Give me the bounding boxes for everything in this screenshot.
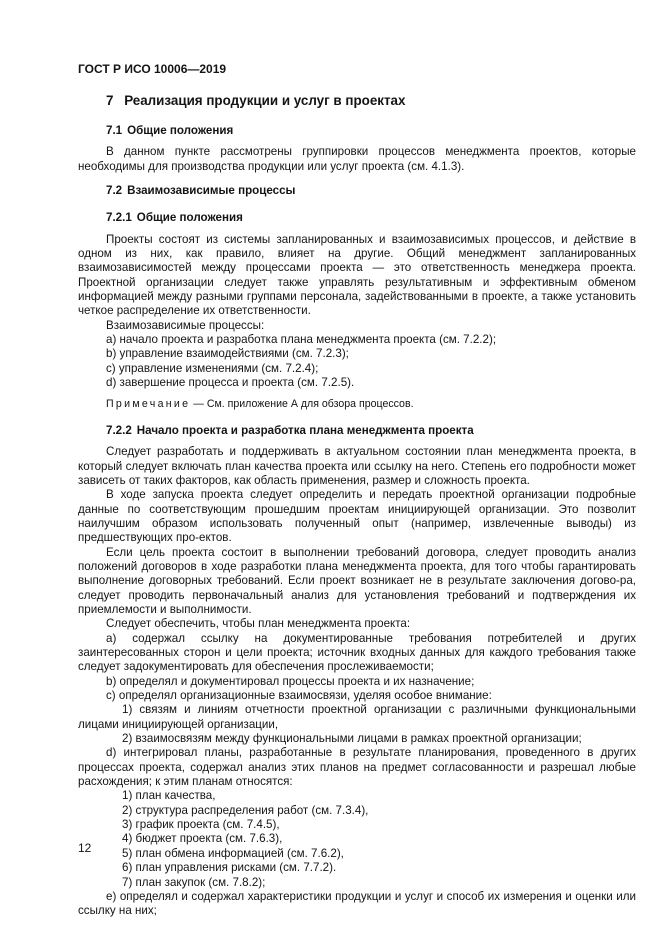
- subsection-number: 7.2.2: [106, 423, 132, 437]
- subsection-heading-7-1: [106, 124, 636, 138]
- list-item: d) интегрировал планы, разработанные в результате планирования, проведенного в других процессах проекта, содержал анализ этих планов на предмет согласованности и разрешал любые расхождения; к этим планам относятся:: [78, 746, 636, 789]
- section-number: 7: [106, 93, 114, 108]
- paragraph: В данном пункте рассмотрены группировки процессов менеджмента проектов, которые необходимы для производства продукции или услуг проекта (см. 4.1.3).: [78, 145, 636, 173]
- subsection-number: 7.1: [106, 124, 123, 137]
- paragraph: Если цель проекта состоит в выполнении требований договора, следует проводить анализ положений договоров в ходе разработки плана менеджмента проекта, для того чтобы гарантировать выполнение договорных требований. Если проект возникает не в результате заключения догово-ра, следует проводить первоначальный анализ для установления требований и подтверждения их приемлемости и выполнимости.: [78, 545, 636, 616]
- plan-item: 6) план управления рисками (см. 7.7.2).: [122, 861, 337, 875]
- paragraph: Следует разработать и поддерживать в актуальном состоянии план менеджмента проекта, в который следует включать план качества проекта или ссылку на него. Степень его подробности может зависеть от таких факторов, как область применения, размер и сложность проекта.: [78, 445, 636, 487]
- plan-item: 2) структура распределения работ (см. 7.3.4),: [122, 803, 369, 817]
- plan-item: 3) график проекта (см. 7.4.5),: [122, 818, 280, 832]
- subsection-title: Общие положения: [127, 124, 234, 137]
- section-title: Реализация продукции и услуг в проектах: [124, 93, 406, 108]
- plan-item: 4) бюджет проекта (см. 7.6.3),: [122, 832, 283, 846]
- subsection-heading-7-2-2: [106, 424, 636, 438]
- subsection-number: 7.2: [106, 184, 123, 198]
- section-heading: [106, 93, 636, 109]
- list-item: a) содержал ссылку на документированные требования потребителей и других заинтересованных сторон и цели проекта; источник входных данных для каждого требования также следует задокументировать для обеспечения прослеживаемости;: [78, 631, 636, 674]
- paragraph: Следует обеспечить, чтобы план менеджмента проекта:: [106, 617, 411, 631]
- document-body: [78, 93, 636, 919]
- note-label: Примечание: [106, 397, 191, 410]
- paragraph: В ходе запуска проекта следует определить и передать проектной организации подробные данные по соответствующим прошедшим проектам инициирующей организации. Это позволит наилучшим образом использовать полученный опыт (например, извлеченные выводы) из предшествующих про-ектов.: [78, 488, 636, 545]
- list-item: e) определял и содержал характеристики продукции и услуг и способ их измерения и оценки или ссылку на них;: [78, 889, 636, 918]
- paragraph: Взаимозависимые процессы:: [106, 318, 265, 332]
- list-item: a) начало проекта и разработка плана менеджмента проекта (см. 7.2.2);: [106, 333, 497, 347]
- document-header: ГОСТ Р ИСО 10006—2019: [78, 62, 227, 76]
- subsection-title: Взаимозависимые процессы: [127, 184, 296, 198]
- list-item: d) завершение процесса и проекта (см. 7.2.5).: [106, 376, 355, 390]
- list-item: c) определял организационные взаимосвязи, уделяя особое внимание:: [106, 689, 492, 703]
- plan-item: 1) план качества,: [122, 789, 216, 803]
- list-item: b) определял и документировал процессы проекта и их назначение;: [106, 674, 475, 688]
- list-subitem: 1) связям и линиям отчетности проектной организации с различными функциональными лицами инициирующей организации,: [78, 703, 636, 731]
- paragraph: Проекты состоят из системы запланированных и взаимозависимых процессов, и действие в одном из них, как правило, влияет на другие. Общий менеджмент запланированных взаимозависимостей между процессами проекта — это ответственность менеджера проекта. Проектной организации следует также управлять результативным и эффективным обменом информацией между разными группами персонала, задействованными в проекте, а также установить четкое распределение их ответственности.: [78, 232, 636, 318]
- subsection-heading-7-2: [106, 184, 636, 198]
- note-text: — См. приложение А для обзора процессов.: [193, 397, 414, 410]
- list-item: b) управление взаимодействиями (см. 7.2.3);: [106, 347, 349, 361]
- subsection-number: 7.2.1: [106, 211, 132, 225]
- subsection-title: Начало проекта и разработка плана менеджмента проекта: [136, 423, 474, 437]
- plan-item: 5) план обмена информацией (см. 7.6.2),: [122, 846, 344, 860]
- subsection-heading-7-2-1: [106, 211, 636, 225]
- plan-item: 7) план закупок (см. 7.8.2);: [122, 875, 266, 889]
- note: [78, 397, 636, 411]
- list-item: c) управление изменениями (см. 7.2.4);: [106, 361, 319, 375]
- subsection-title: Общие положения: [136, 211, 243, 225]
- page-number: 12: [78, 841, 92, 855]
- list-subitem: 2) взаимосвязям между функциональными лицами в рамках проектной организации;: [122, 732, 582, 746]
